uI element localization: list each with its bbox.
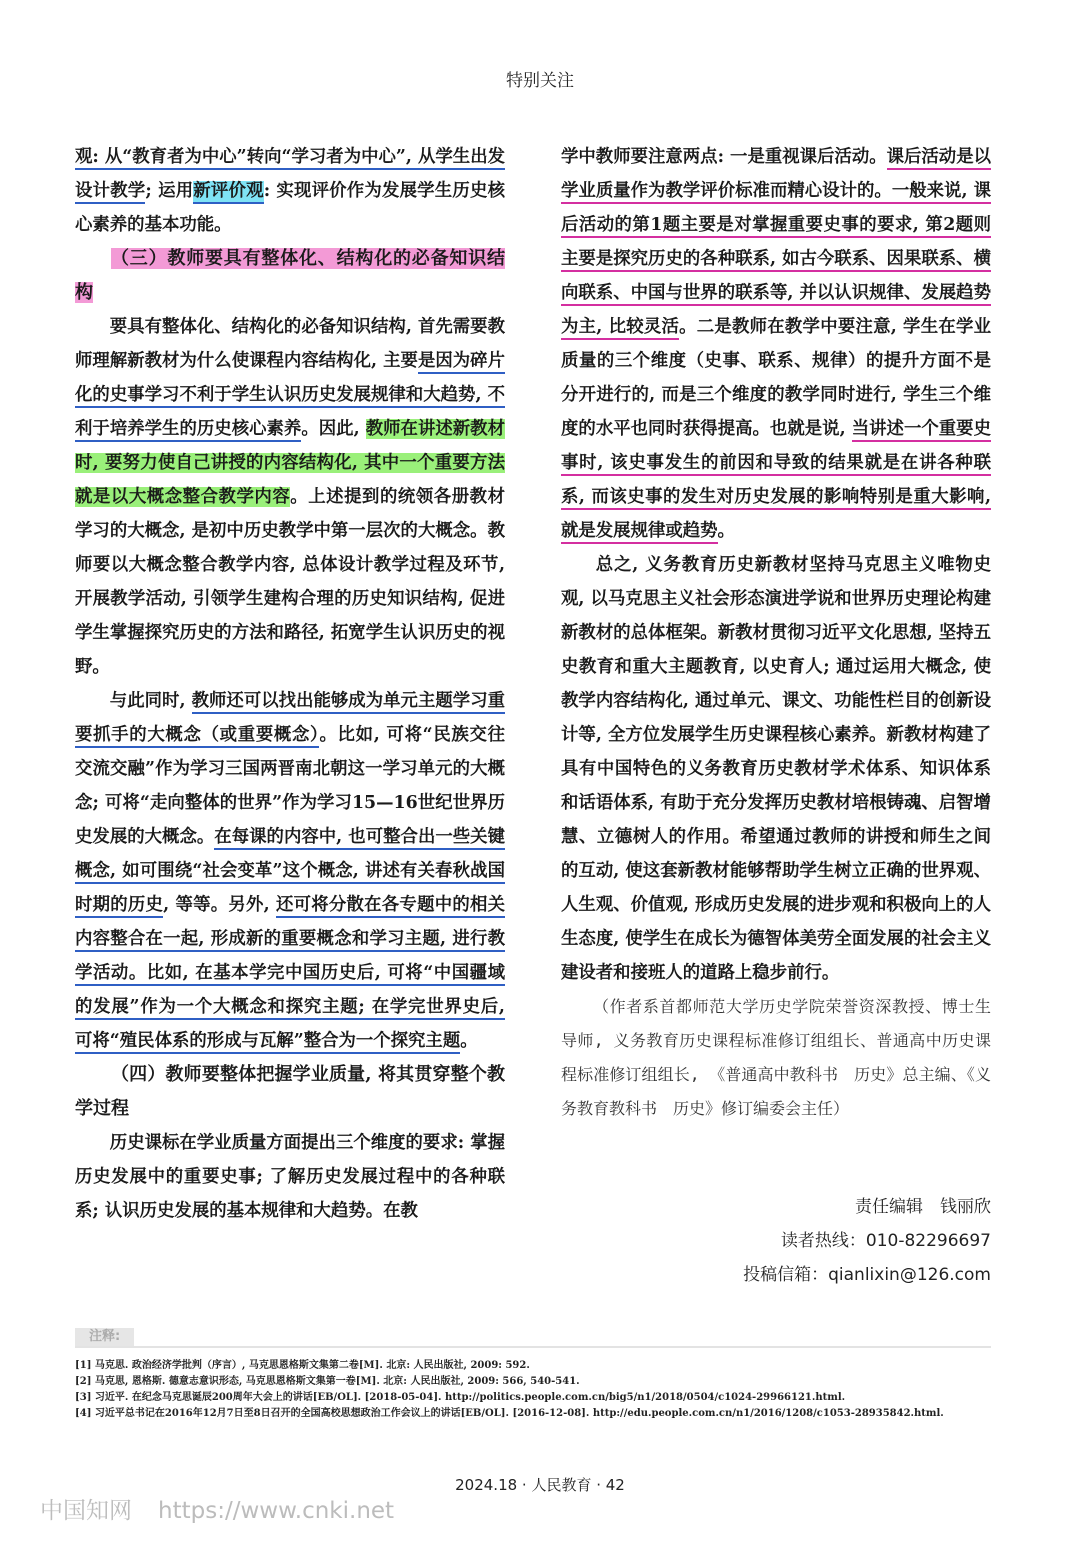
note-item: [2] 马克思, 恩格斯. 德意志意识形态, 马克思恩格斯文集第一卷[M]. 北京: 人民出版社, 2009: 566, 540-541.: [75, 1376, 580, 1387]
highlighted-heading: （三）教师要具有整体化、结构化的必备知识结构: [75, 248, 505, 303]
text: 学中教师要注意两点: 一是重视课后活动。: [561, 147, 887, 167]
watermark-name: 中国知网: [40, 1498, 132, 1524]
text: 。二是教师在教学中要注意, 学生在学业质量的三个维度（史事、联系、规律）的提升方面不是分开进行的, 而是三个维度的教学同时进行, 学生三个维度的水平也同时获得提高。也就是说,: [561, 317, 991, 439]
text: 。: [460, 1031, 478, 1051]
highlighted-text: 新评价观: [193, 181, 263, 204]
paragraph: [75, 140, 505, 242]
submission-email: 投稿信箱：qianlixin@126.com: [743, 1265, 991, 1285]
notes-label: 注释:: [75, 1328, 134, 1346]
left-column: [75, 140, 505, 1228]
notes-list: [75, 1358, 1005, 1422]
paragraph: 历史课标在学业质量方面提出三个维度的要求: 掌握历史发展中的重要史事; 了解历史发展过程中的各种联系; 认识历史发展的基本规律和大趋势。在教: [75, 1133, 505, 1221]
author-bio: （作者系首都师范大学历史学院荣誉资深教授、博士生导师, 义务教育历史课程标准修订组组长、普通高中历史课程标准修订组组长, 《普通高中教科书 历史》总主编、《义务教育教科书 历史》修订编委会主任）: [561, 997, 991, 1118]
paragraph: [75, 684, 505, 1058]
right-column: [561, 140, 991, 1126]
text: , 等等。另外,: [163, 895, 277, 915]
underlined-text: 观: 从“教育者为中心”转向“学习者为中心”, 从学生出发设计教学: [75, 147, 505, 204]
underlined-text: 课后活动是以学业质量作为教学评价标准而精心设计的。一般来说, 课后活动的第1题主要是对掌握重要史事的要求, 第2题则主要是探究历史的各种联系, 如古今联系、因果联系、横向联系、中国与世界的联系等, 并以认识规律、发展趋势为主, 比较灵活: [561, 147, 991, 340]
section-header: 特别关注: [506, 71, 574, 91]
note-item: [4] 习近平总书记在2016年12月7日至8日召开的全国高校思想政治工作会议上的讲话[EB/OL]. [2016-12-08]. http://edu.people.com.cn/n1/2016/1208/c1053-28935842.html.: [75, 1408, 944, 1419]
underlined-text: 教师还可以找出能够成为单元主题学习重要抓手的大概念（或重要概念）: [75, 691, 505, 748]
text: 。: [717, 521, 735, 541]
text: ; 运用: [145, 181, 194, 201]
note-item: [1] 马克思. 政治经济学批判（序言）, 马克思恩格斯文集第二卷[M]. 北京: 人民出版社, 2009: 592.: [75, 1360, 530, 1371]
underlined-text: 。比如, 在基本学完中国历史后, 可将“中国疆域的发展”作为一个大概念和探究主题; 在学完世界史后, 可将“殖民体系的形成与瓦解”整合为一个探究主题: [75, 963, 505, 1054]
responsible-editor: 责任编辑 钱丽欣: [855, 1197, 991, 1217]
paragraph: 总之, 义务教育历史新教材坚持马克思主义唯物史观, 以马克思主义社会形态演进学说和世界历史理论构建新教材的总体框架。新教材贯彻习近平文化思想, 坚持五史教育和重大主题教育, 以史育人; 通过运用大概念, 使教学内容结构化, 通过单元、课文、功能性栏目的创新设计等, 全方位发展学生历史课程核心素养。新教材构建了具有中国特色的义务教育历史教材学术体系、知识体系和话语体系, 有助于充分发挥历史教材培根铸魂、启智增慧、立德树人的作用。希望通过教师的讲授和师生之间的互动, 使这套新教材能够帮助学生树立正确的世界观、人生观、价值观, 形成历史发展的进步观和积极向上的人生态度, 使学生在成长为德智体美劳全面发展的社会主义建设者和接班人的道路上稳步前行。: [561, 555, 991, 983]
notes-divider: [75, 1328, 991, 1348]
underlined-text: 还可将分散在各专题中的相关内容整合在一起, 形成新的重要概念和学习主题, 进行教学活动: [75, 895, 505, 986]
underlined-text: 在每课的内容中, 也可整合出一些关键概念, 如可围绕“社会变革”这个概念, 讲述有关春秋战国时期的历史: [75, 827, 505, 918]
text: : 实现评价作为发展学生历史核心素养的基本功能。: [75, 181, 505, 235]
underlined-text: 是因为碎片化的史事学习不利于学生认识历史发展规律和大趋势, 不利于培养学生的历史核心素养: [75, 351, 505, 442]
note-item: [3] 习近平. 在纪念马克思诞辰200周年大会上的讲话[EB/OL]. [2018-05-04]. http://politics.people.com.cn/big5/n1/2018/0504/c1024-29966121.html.: [75, 1392, 846, 1403]
underlined-text: 当讲述一个重要史事时, 该史事发生的前因和导致的结果就是在讲各种联系, 而该史事的发生对历史发展的影响特别是重大影响, 就是发展规律或趋势: [561, 419, 991, 544]
editor-info: [600, 1190, 991, 1292]
paragraph: [75, 310, 505, 684]
section-heading: （四）教师要整体把握学业质量, 将其贯穿整个教学过程: [75, 1064, 505, 1119]
text: 。因此,: [301, 419, 366, 439]
text: 要具有整体化、结构化的必备知识结构, 首先需要教师理解新教材为什么使课程内容结构化, 主要: [75, 317, 505, 371]
text: 。上述提到的统领各册教材学习的大概念, 是初中历史教学中第一层次的大概念。教师要以大概念整合教学内容, 总体设计教学过程及环节, 开展教学活动, 引领学生建构合理的历史知识结构, 促进学生掌握探究历史的方法和路径, 拓宽学生认识历史的视野。: [75, 487, 505, 677]
page-footer: 2024.18 · 人民教育 · 42: [455, 1476, 625, 1494]
watermark-url: https://www.cnki.net: [158, 1498, 395, 1524]
section-heading: [75, 242, 505, 310]
reader-hotline: 读者热线：010-82296697: [780, 1231, 991, 1251]
text: 。比如, 可将“民族交往交流交融”作为学习三国两晋南北朝这一学习单元的大概念; 可将“走向整体的世界”作为学习15—16世纪世界历史发展的大概念。: [75, 725, 505, 847]
text: 与此同时,: [109, 691, 192, 711]
highlighted-text: 教师在讲述新教材时, 要努力使自己讲授的内容结构化, 其中一个重要方法就是以大概念整合教学内容: [75, 419, 505, 507]
watermark: [40, 1492, 420, 1525]
paragraph: [561, 140, 991, 548]
